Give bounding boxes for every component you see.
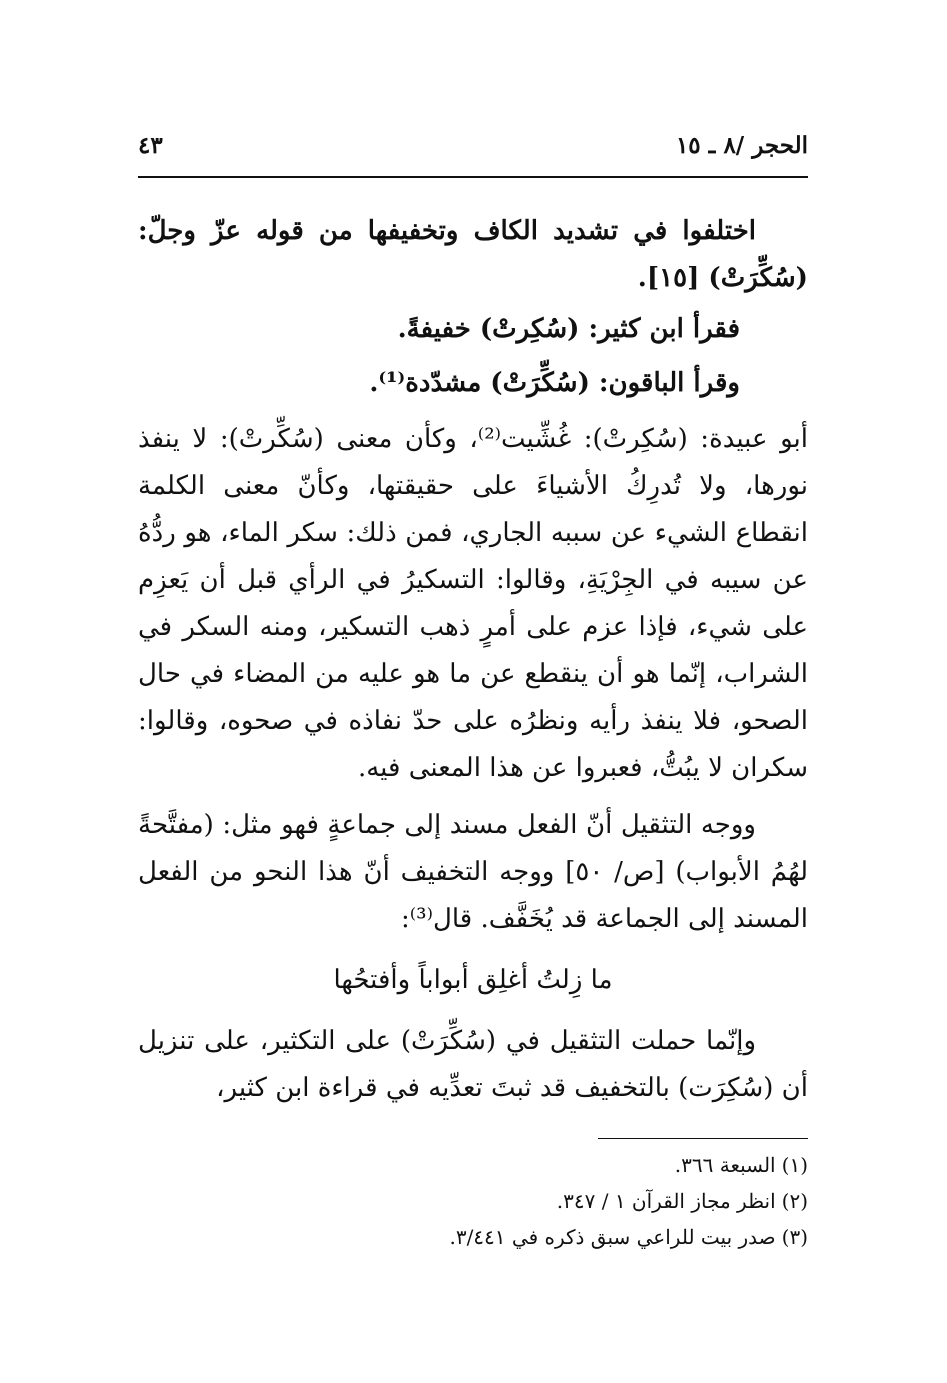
footnote-2 xyxy=(138,1183,808,1219)
footnote-text: صدر بيت للراعي سبق ذكره في ٣/٤٤١. xyxy=(449,1225,776,1249)
footnote-number: (٣) xyxy=(781,1225,808,1249)
book-page xyxy=(138,120,808,1255)
poetry-verse: ما زِلتُ أغلِق أبواباً وأفتحُها xyxy=(333,965,613,995)
footnote-text: السبعة ٣٦٦. xyxy=(674,1153,776,1177)
footnote-number: (١) xyxy=(781,1153,808,1177)
footnote-text: انظر مجاز القرآن ١ / ٣٤٧. xyxy=(556,1189,776,1213)
intro-paragraph: اختلفوا في تشديد الكاف وتخفيفها من قوله عزّ وجلّ: (سُكِّرَتْ) [١٥]. xyxy=(138,216,808,293)
reading-others: وقرأ الباقون: (سُكِّرَتْ) مشدّدة⁽¹⁾. xyxy=(369,368,740,398)
abu-ubaida-paragraph: أبو عبيدة: (سُكِرتْ): غُشِّيت⁽²⁾، وكأن معنى (سُكِّرتْ): لا ينفذ نورها، ولا تُدرِكُ الأشياءَ على حقيقتها، وكأنّ معنى الكلمة انقطاع الشيء عن سببه الجاري، فمن ذلك: سكر الماء، هو ردُّهُ عن سيبه في الجِرْيَةِ، وقالوا: التسكيرُ في الرأي قبل أن يَعزِم على شيء، فإذا عزم على أمرٍ ذهب التسكير، ومنه السكر في الشراب، إنّما هو أن ينقطع عن ما هو عليه من المضاء في حال الصحو، فلا ينفذ رأيه ونظرُه على حدّ نفاذه في صحوه، وقالوا: سكران لا يبُتُّ، فعبروا عن هذا المعنى فيه. xyxy=(138,424,808,783)
footnote-1 xyxy=(138,1147,808,1183)
footnotes xyxy=(138,1147,808,1255)
footnote-rule xyxy=(598,1138,808,1139)
reading-ibn-kathir: فقرأ ابن كثير: (سُكِرتْ) خفيفةً. xyxy=(397,314,740,344)
page-header xyxy=(138,120,808,170)
footnote-number: (٢) xyxy=(781,1189,808,1213)
running-title: الحجر /٨ ـ ١٥ xyxy=(675,132,808,159)
tathqil-paragraph: ووجه التثقيل أنّ الفعل مسند إلى جماعةٍ فهو مثل: (مفتَّحةً لهُمُ الأبواب) [ص/ ٥٠] ووجه التخفيف أنّ هذا النحو من الفعل المسند إلى الجماعة قد يُخَفَّف. قال⁽³⁾: xyxy=(138,810,808,934)
final-paragraph: وإنّما حملت التثقيل في (سُكِّرَتْ) على التكثير، على تنزيل أن (سُكِرَت) بالتخفيف قد ثبتَ تعدِّيه في قراءة ابن كثير، xyxy=(138,1026,808,1103)
footnote-3 xyxy=(138,1219,808,1255)
page-number: ٤٣ xyxy=(138,132,163,159)
header-rule xyxy=(138,176,808,178)
